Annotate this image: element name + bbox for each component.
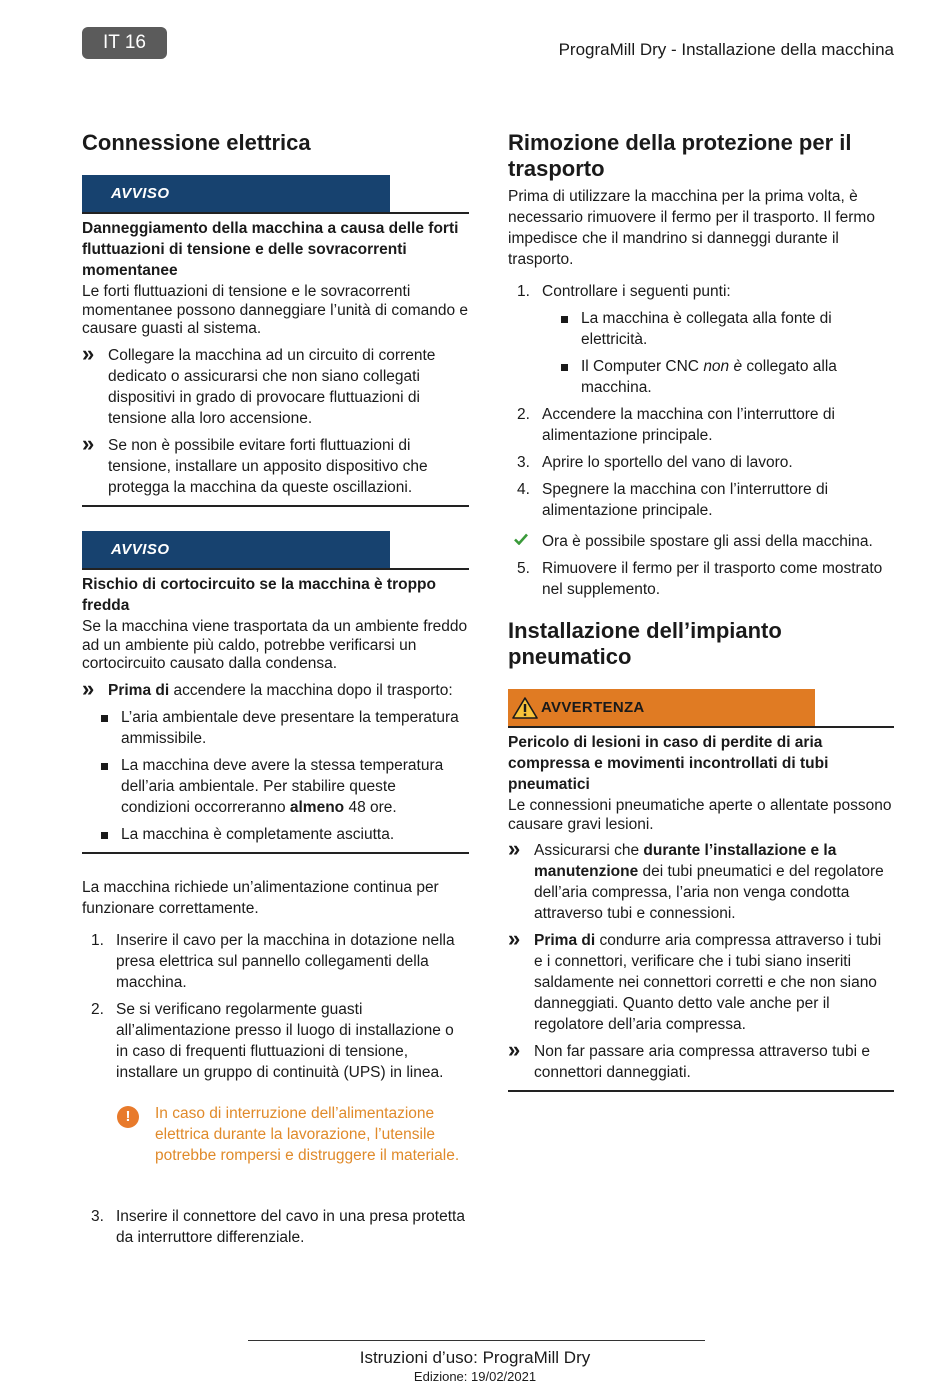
list-item: 1. Controllare i seguenti punti: [517,283,731,300]
running-header: PrograMill Dry - Installazione della macchina [558,40,894,59]
chevron-right-icon: » [82,340,95,366]
warning-triangle-icon [512,697,538,719]
list-item: La macchina è collegata alla fonte di elettricità. [508,308,894,350]
list-item: 4. Spegnere la macchina con l’interruttore di alimentazione principale. [517,481,829,519]
square-bullet-icon [101,832,108,839]
paragraph-intro: La macchina richiede un’alimentazione continua per funzionare correttamente. [82,879,439,917]
list-item: La macchina deve avere la stessa temperatura dell’aria ambientale. Per stabilire queste condizioni occorreranno almeno 48 ore. [82,755,469,818]
chevron-right-icon: » [508,926,521,951]
notice-short-circuit [82,531,469,854]
list-item: 3. Inserire il connettore del cavo in una presa protetta da interruttore differenziale. [91,1208,465,1246]
notice-title: Rischio di cortocircuito se la macchina è troppo fredda [82,576,436,614]
section-title-electrical: Connessione elettrica [82,130,311,155]
page-number-tag: IT 16 [82,27,167,59]
caution-note: ! In caso di interruzione dell’alimentazione elettrica durante la lavorazione, l’utensile potrebbe rompersi e distruggere il materiale. [82,1103,469,1166]
instruction-item: » Se non è possibile evitare forti fluttuazioni di tensione, installare un apposito dispositivo che protegga la macchina da queste oscillazioni. [82,430,428,496]
warning-text: Le connessioni pneumatiche aperte o allentate possono causare gravi lesioni. [508,797,892,833]
notice-text: Se la macchina viene trasportata da un ambiente freddo ad un ambiente più caldo, potrebbe verificarsi un cortocircuito causato dalla condensa. [82,618,468,672]
chevron-right-icon: » [508,836,521,861]
instruction-item: » Assicurarsi che durante l’installazione e la manutenzione dei tubi pneumatici e del regolatore dell’aria compressa, l’aria non venga condotta attraverso tubi e connessioni. [508,836,884,922]
warning-pneumatic [508,689,894,1092]
footer-title: Istruzioni d’uso: PrograMill Dry [359,1348,591,1367]
footer-edition: Edizione: 19/02/2021 [413,1369,537,1384]
list-item: 2. Accendere la macchina con l’interruttore di alimentazione principale. [517,406,835,444]
list-item: 3. Aprire lo sportello del vano di lavoro. [517,454,793,471]
square-bullet-icon [101,715,108,722]
notice-label: AVVISO [82,175,390,212]
chevron-right-icon: » [82,675,95,701]
check-icon [514,533,528,545]
instruction-item: » Collegare la macchina ad un circuito di corrente dedicato o assicurarsi che non siano collegati dispositivi in grado di provocare fluttuazioni di tensione alla loro accensione. [82,340,436,427]
notice-label: AVVISO [82,531,390,568]
list-item: L’aria ambientale deve presentare la temperatura ammissibile. [82,707,469,749]
square-bullet-icon [561,364,568,371]
list-item: La macchina è completamente asciutta. [82,824,469,845]
square-bullet-icon [101,763,108,770]
steps-list [82,1200,469,1248]
list-item: 2. Se si verificano regolarmente guasti all’alimentazione presso il luogo di installazione o in caso di frequenti fluttuazioni di tensione, installare un gruppo di continuità (UPS) in linea. [91,1001,454,1081]
steps-list [82,924,469,1083]
warning-label: AVVERTENZA [508,689,815,726]
notice-voltage [82,175,469,507]
notice-text: Le forti fluttuazioni di tensione e le sovracorrenti momentanee possono danneggiare l’unità di comando e causare guasti al sistema. [82,283,469,337]
square-bullet-icon [561,316,568,323]
list-item: 1. Inserire il cavo per la macchina in dotazione nella presa elettrica sul pannello collegamenti della macchina. [91,932,455,991]
warning-title: Pericolo di lesioni in caso di perdite di aria compressa e movimenti incontrollati di tubi pneumatici [508,734,829,793]
instruction-item: » Prima di condurre aria compressa attraverso i tubi e i connettori, verificare che i tubi siano inseriti saldamente nei connettori corretti e che non siano danneggiati. Quanto detto vale anche per il regolatore dell’aria compressa. [508,926,882,1033]
list-item: 5. Rimuovere il fermo per il trasporto come mostrato nel supplemento. [517,560,883,598]
instruction-item: » Non far passare aria compressa attraverso tubi e connettori danneggiati. [508,1037,870,1081]
steps-list [508,275,894,600]
section-title-transport: Rimozione della protezione per il trasporto [508,130,852,181]
section-title-pneumatic: Installazione dell’impianto pneumatico [508,618,782,669]
list-item: Il Computer CNC non è collegato alla macchina. [508,356,894,398]
instruction-item: » Prima di accendere la macchina dopo il trasporto: [82,675,453,701]
chevron-right-icon: » [82,430,95,456]
paragraph-intro: Prima di utilizzare la macchina per la prima volta, è necessario rimuovere il fermo per il trasporto. Il fermo impedisce che il mandrino si danneggi durante il trasporto. [508,188,875,268]
exclamation-icon: ! [117,1106,139,1128]
chevron-right-icon: » [508,1037,521,1062]
footer-divider [248,1340,705,1341]
result-item: Ora è possibile spostare gli assi della macchina. [508,531,894,552]
notice-title: Danneggiamento della macchina a causa delle forti fluttuazioni di tensione e delle sovracorrenti momentanee [82,220,459,279]
